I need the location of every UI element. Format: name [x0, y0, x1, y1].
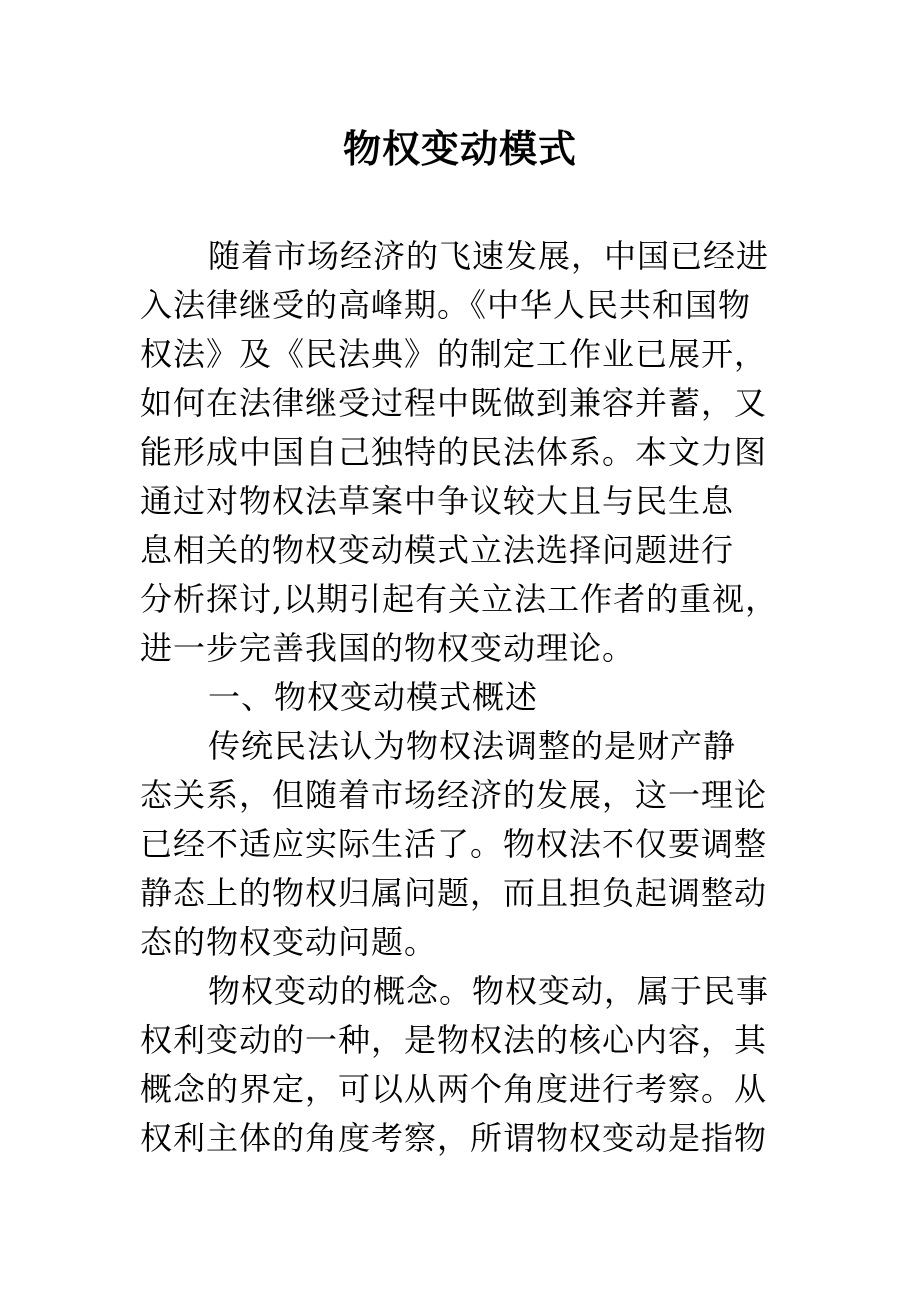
paragraph-line: 权利主体的角度考察，所谓物权变动是指物 — [140, 1119, 768, 1157]
paragraph-line: 息相关的物权变动模式立法选择问题进行 — [140, 531, 735, 569]
paragraph-line: 概念的界定，可以从两个角度进行考察。从 — [140, 1070, 768, 1108]
paragraph-line: 进一步完善我国的物权变动理论。 — [140, 629, 636, 667]
paragraph-line: 入法律继受的高峰期。《中华人民共和国物 — [140, 286, 752, 324]
paragraph-line: 静态上的物权归属问题，而且担负起调整动 — [140, 874, 768, 912]
paragraph-line: 能形成中国自己独特的民法体系。本文力图 — [140, 433, 768, 471]
paragraph-line: 态关系，但随着市场经济的发展，这一理论 — [140, 776, 768, 814]
paragraph-line: 已经不适应实际生活了。物权法不仅要调整 — [140, 825, 768, 863]
paragraph-line: 物权变动的概念。物权变动，属于民事 — [208, 972, 770, 1010]
paragraph-line: 态的物权变动问题。 — [140, 923, 438, 961]
paragraph-line: 传统民法认为物权法调整的是财产静 — [208, 727, 737, 765]
paragraph-line: 随着市场经济的飞速发展，中国已经进 — [208, 237, 770, 275]
document-body — [140, 232, 800, 1163]
document-title: 物权变动模式 — [342, 126, 577, 171]
section-heading: 一、物权变动模式概述 — [208, 678, 539, 716]
paragraph-line: 如何在法律继受过程中既做到兼容并蓄，又 — [140, 384, 768, 422]
paragraph-line: 权利变动的一种，是物权法的核心内容，其 — [140, 1021, 768, 1059]
paragraph-line: 权法》及《民法典》的制定工作业已展开， — [140, 335, 768, 373]
paragraph-line: 通过对物权法草案中争议较大且与民生息 — [140, 482, 735, 520]
paragraph-line: 分析探讨,以期引起有关立法工作者的重视， — [140, 580, 779, 618]
